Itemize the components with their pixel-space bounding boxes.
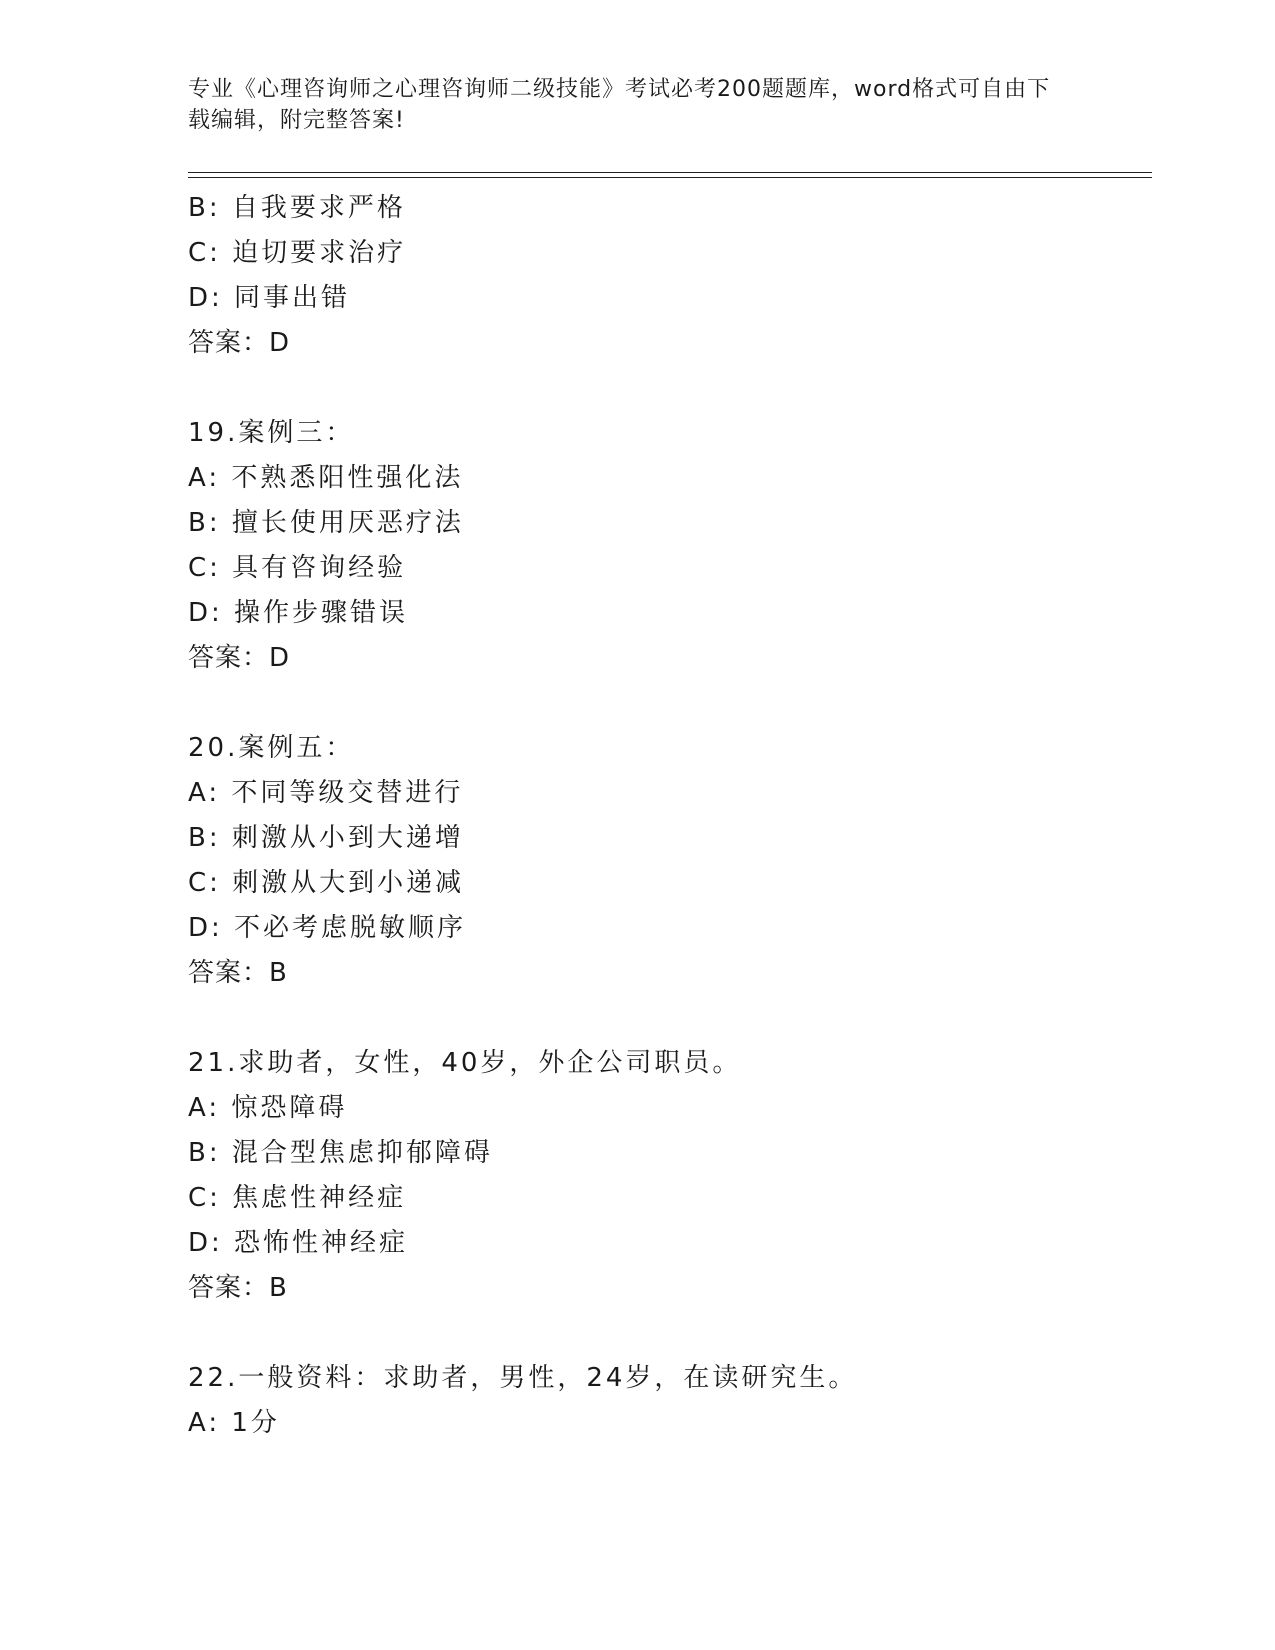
option-a: A: 不同等级交替进行: [188, 778, 464, 808]
option-b: B: 混合型焦虑抑郁障碍: [188, 1138, 493, 1168]
option-a: A: 1分: [188, 1408, 280, 1438]
option-d: D: 操作步骤错误: [188, 598, 409, 628]
answer-line: 答案：B: [188, 1273, 288, 1303]
answer-line: 答案：D: [188, 643, 291, 673]
question-20: 20.案例五：: [188, 733, 355, 763]
option-b: B: 刺激从小到大递增: [188, 823, 464, 853]
option-d: D: 不必考虑脱敏顺序: [188, 913, 467, 943]
option-b: B: 自我要求严格: [188, 193, 406, 223]
option-c: C: 迫切要求治疗: [188, 238, 407, 268]
option-d: D: 恐怖性神经症: [188, 1228, 409, 1258]
option-b: B: 擅长使用厌恶疗法: [188, 508, 464, 538]
question-22: 22.一般资料：求助者，男性，24岁，在读研究生。: [188, 1363, 858, 1393]
header-divider-top: [188, 172, 1152, 173]
option-a: A: 惊恐障碍: [188, 1093, 348, 1123]
answer-line: 答案：B: [188, 958, 288, 988]
option-c: C: 焦虑性神经症: [188, 1183, 407, 1213]
option-d: D: 同事出错: [188, 283, 351, 313]
option-c: C: 刺激从大到小递减: [188, 868, 465, 898]
question-19: 19.案例三：: [188, 418, 355, 448]
option-c: C: 具有咨询经验: [188, 553, 407, 583]
document-header: 专业《心理咨询师之心理咨询师二级技能》考试必考200题题库，word格式可自由下载编辑，附完整答案!: [188, 77, 1051, 133]
question-21: 21.求助者，女性，40岁，外企公司职员。: [188, 1048, 742, 1078]
header-divider-bottom: [188, 177, 1152, 178]
answer-line: 答案：D: [188, 328, 291, 358]
option-a: A: 不熟悉阳性强化法: [188, 463, 464, 493]
